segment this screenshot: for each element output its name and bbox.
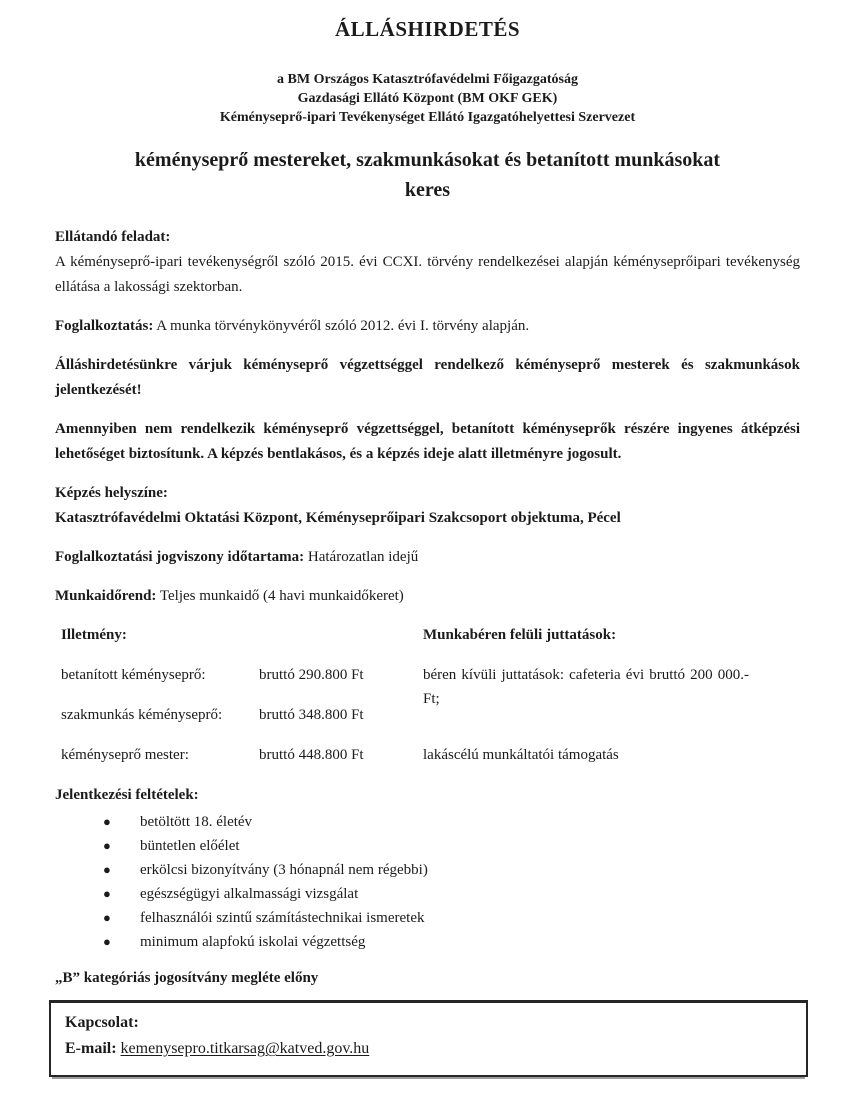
- salary-role: betanított kéményseprő:: [61, 667, 206, 683]
- employment-body: A munka törvénykönyvéről szóló 2012. évi I. törvény alapján.: [156, 318, 530, 334]
- training-location-label: Képzés helyszíne:: [55, 485, 168, 501]
- list-item: [55, 882, 800, 906]
- salary-amount: bruttó 448.800 Ft: [259, 747, 364, 763]
- section-employment: [55, 314, 800, 339]
- contact-box: [49, 1000, 808, 1077]
- benefit-item: béren kívüli juttatások: cafeteria évi bruttó 200 000.- Ft;: [423, 667, 749, 707]
- organization-block: [55, 70, 800, 127]
- benefits-heading: Munkabéren felüli juttatások:: [423, 627, 617, 643]
- schedule-label: Munkaidőrend:: [55, 588, 157, 604]
- section-training: [55, 417, 800, 467]
- org-line: Kéményseprő-ipari Tevékenységet Ellátó Igazgatóhelyettesi Szervezet: [219, 110, 636, 125]
- list-item: [55, 834, 800, 858]
- contact-heading: Kapcsolat:: [65, 1014, 139, 1031]
- email-label: E-mail:: [65, 1040, 117, 1057]
- salary-amount: bruttó 290.800 Ft: [259, 667, 364, 683]
- org-line: a BM Országos Katasztrófavédelmi Főigazgatóság: [277, 72, 578, 87]
- list-item: [55, 810, 800, 834]
- benefit-item: lakáscélú munkáltatói támogatás: [423, 747, 619, 763]
- headline-line: kéményseprő mestereket, szakmunkásokat és betanított munkásokat: [134, 149, 721, 171]
- org-line: Gazdasági Ellátó Központ (BM OKF GEK): [297, 91, 558, 106]
- task-body: A kéményseprő-ipari tevékenységről szóló 2015. évi CCXI. törvény rendelkezései alapján kéményseprőipari tevékenység ellátása a lakossági szektorban.: [55, 254, 800, 295]
- bullet-icon: ●: [103, 862, 111, 877]
- headline-line: keres: [404, 179, 451, 201]
- bullet-icon: ●: [103, 886, 111, 901]
- employment-label: Foglalkoztatás:: [55, 318, 154, 334]
- salary-role: kéményseprő mester:: [61, 747, 189, 763]
- requirement-text: felhasználói szintű számítástechnikai ismeretek: [140, 910, 425, 926]
- salary-benefits-area: [55, 623, 800, 767]
- requirements-list: [55, 810, 800, 954]
- task-label: Ellátandó feladat:: [55, 229, 171, 245]
- salary-row: [61, 703, 423, 727]
- bullet-icon: ●: [103, 910, 111, 925]
- training-paragraph: Amennyiben nem rendelkezik kéményseprő végzettséggel, betanított kéményseprők részére ingyenes átképzési lehetőséget biztosítunk. A képzés bentlakásos, és a képzés ideje alatt illetményre jogosult.: [55, 421, 800, 462]
- bullet-icon: ●: [103, 934, 111, 949]
- section-duration: [55, 545, 800, 570]
- requirement-text: betöltött 18. életév: [140, 814, 253, 830]
- list-item: [55, 906, 800, 930]
- requirement-text: erkölcsi bizonyítvány (3 hónapnál nem régebbi): [140, 862, 428, 878]
- salary-row: [61, 663, 423, 687]
- advantage-note: „B” kategóriás jogosítvány megléte előny: [55, 970, 319, 986]
- duration-label: Foglalkoztatási jogviszony időtartama:: [55, 549, 305, 565]
- bullet-icon: ●: [103, 838, 111, 853]
- contact-email-link[interactable]: kemenysepro.titkarsag@katved.gov.hu: [120, 1040, 370, 1057]
- requirement-text: büntetlen előélet: [140, 838, 240, 854]
- salary-row: [61, 743, 423, 767]
- benefits-column: [423, 623, 800, 767]
- section-call: [55, 353, 800, 403]
- requirement-text: egészségügyi alkalmassági vizsgálat: [140, 886, 359, 902]
- list-item: [55, 858, 800, 882]
- training-location-body: Katasztrófavédelmi Oktatási Központ, Kéményseprőipari Szakcsoport objektuma, Pécel: [55, 510, 621, 526]
- requirements-heading: Jelentkezési feltételek:: [55, 787, 199, 803]
- headline: [55, 145, 800, 205]
- page-title: ÁLLÁSHIRDETÉS: [334, 17, 521, 41]
- contact-email-line: [65, 1036, 792, 1062]
- salary-column: [55, 623, 423, 767]
- list-item: [55, 930, 800, 954]
- bullet-icon: ●: [103, 814, 111, 829]
- schedule-body: Teljes munkaidő (4 havi munkaidőkeret): [159, 588, 404, 604]
- section-training-location: [55, 481, 800, 531]
- section-schedule: [55, 584, 800, 609]
- section-task: [55, 225, 800, 300]
- salary-role: szakmunkás kéményseprő:: [61, 707, 223, 723]
- call-paragraph: Álláshirdetésünkre várjuk kéményseprő végzettséggel rendelkező kéményseprő mesterek és szakmunkások jelentkezését!: [55, 357, 800, 398]
- salary-heading: Illetmény:: [61, 627, 127, 643]
- requirement-text: minimum alapfokú iskolai végzettség: [140, 934, 366, 950]
- section-requirements: [55, 783, 800, 954]
- salary-amount: bruttó 348.800 Ft: [259, 707, 364, 723]
- duration-body: Határozatlan idejű: [307, 549, 419, 565]
